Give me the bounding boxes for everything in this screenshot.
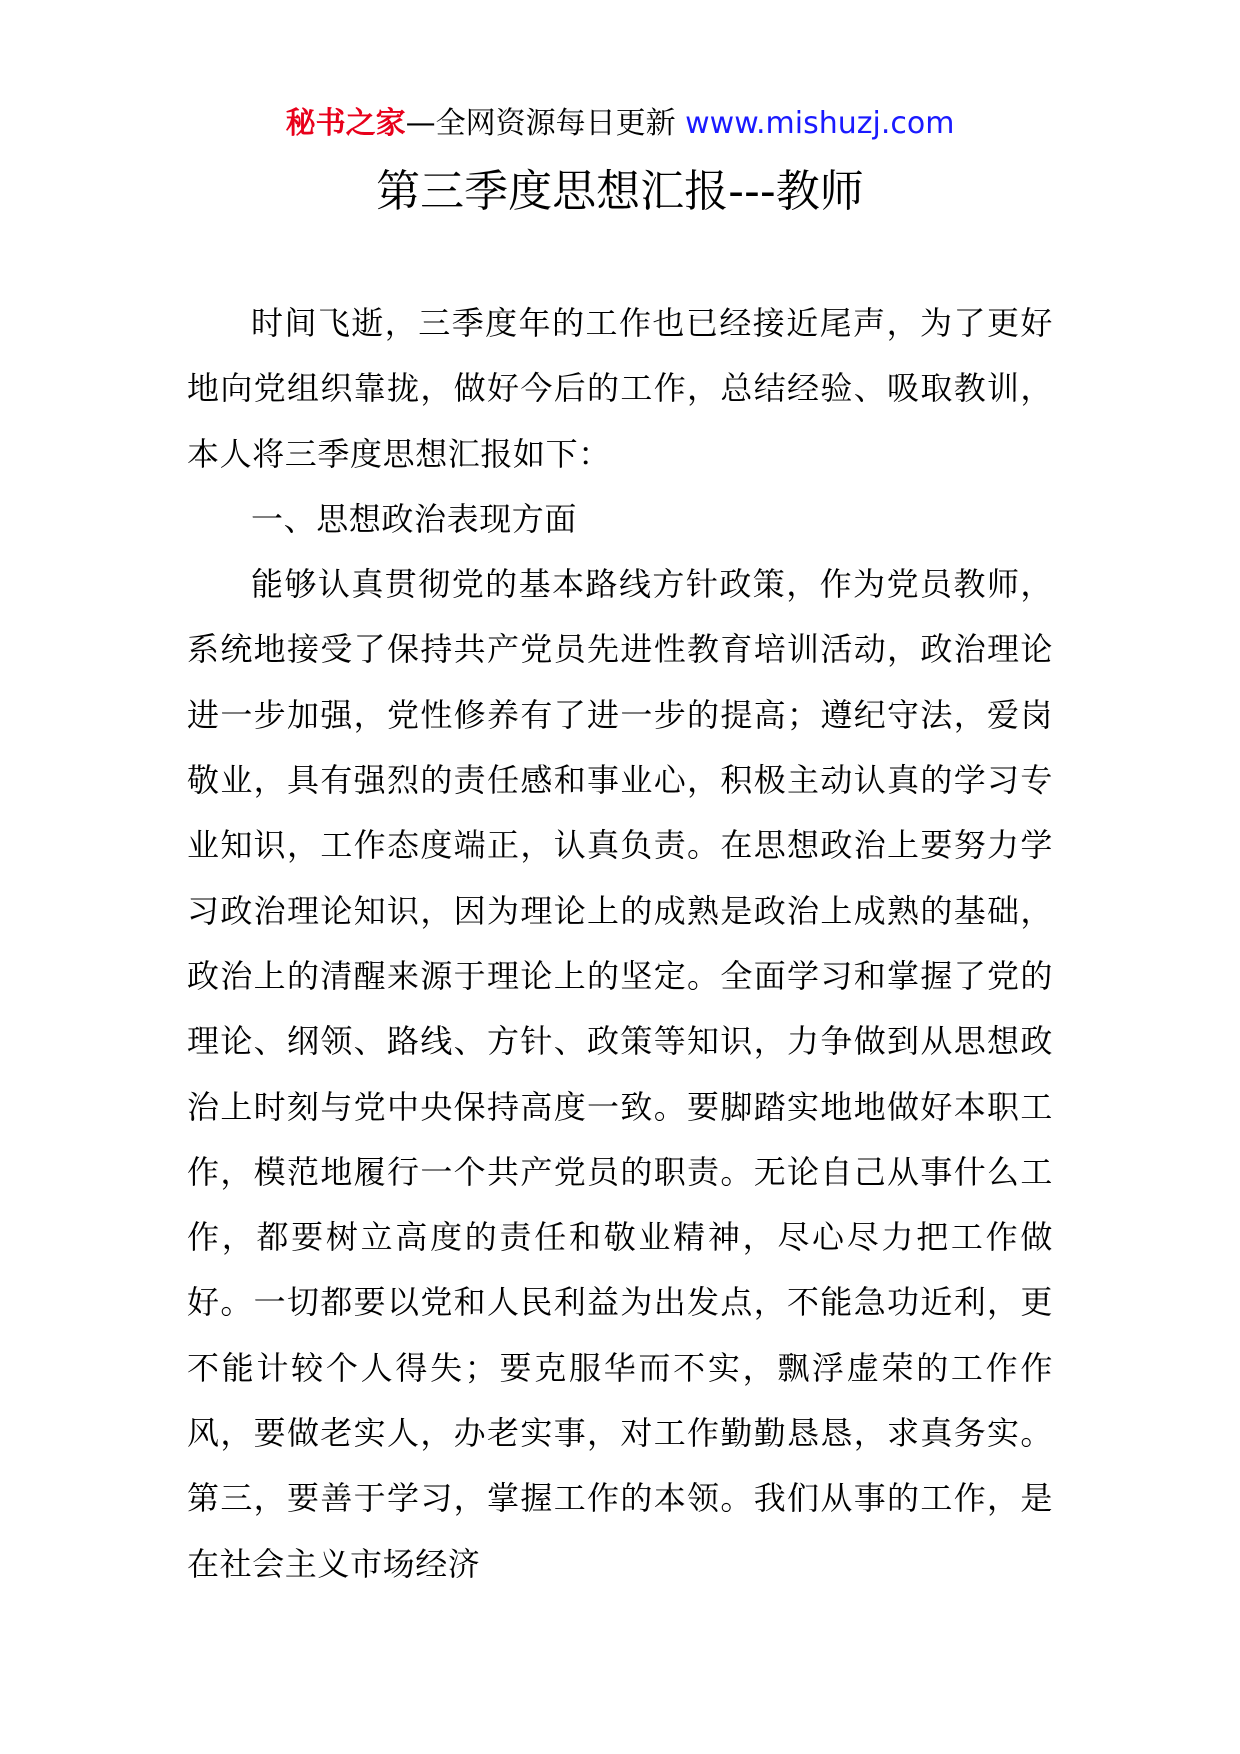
section-heading: 一、思想政治表现方面	[251, 499, 578, 538]
site-url-link[interactable]: www.mishuzj.com	[685, 106, 955, 141]
brand-name: 秘书之家	[285, 106, 406, 141]
section-paragraph: 能够认真贯彻党的基本路线方针政策，作为党员教师，系统地接受了保持共产党员先进性教育培训活动，政治理论进一步加强，党性修养有了进一步的提高；遵纪守法，爱岗敬业，具有强烈的责任感和事业心，积极主动认真的学习专业知识，工作态度端正，认真负责。在思想政治上要努力学习政治理论知识，因为理论上的成熟是政治上成熟的基础，政治上的清醒来源于理论上的坚定。全面学习和掌握了党的理论、纲领、路线、方针、政策等知识，力争做到从思想政治上时刻与党中央保持高度一致。要脚踏实地地做好本职工作，模范地履行一个共产党员的职责。无论自己从事什么工作，都要树立高度的责任和敬业精神，尽心尽力把工作做好。一切都要以党和人民利益为出发点，不能急功近利，更不能计较个人得失；要克服华而不实，飘浮虚荣的工作作风，要做老实人，办老实事，对工作勤勤恳恳，求真务实。第三，要善于学习，掌握工作的本领。我们从事的工作，是在社会主义市场经济	[187, 565, 1053, 1583]
site-header	[0, 100, 1240, 148]
document-title: 第三季度思想汇报---教师	[376, 166, 864, 217]
intro-paragraph: 时间飞逝，三季度年的工作也已经接近尾声，为了更好地向党组织靠拢，做好今后的工作，总结经验、吸取教训，本人将三季度思想汇报如下：	[187, 304, 1053, 473]
document-body	[187, 291, 1053, 1597]
header-tagline: —全网资源每日更新	[405, 106, 676, 141]
